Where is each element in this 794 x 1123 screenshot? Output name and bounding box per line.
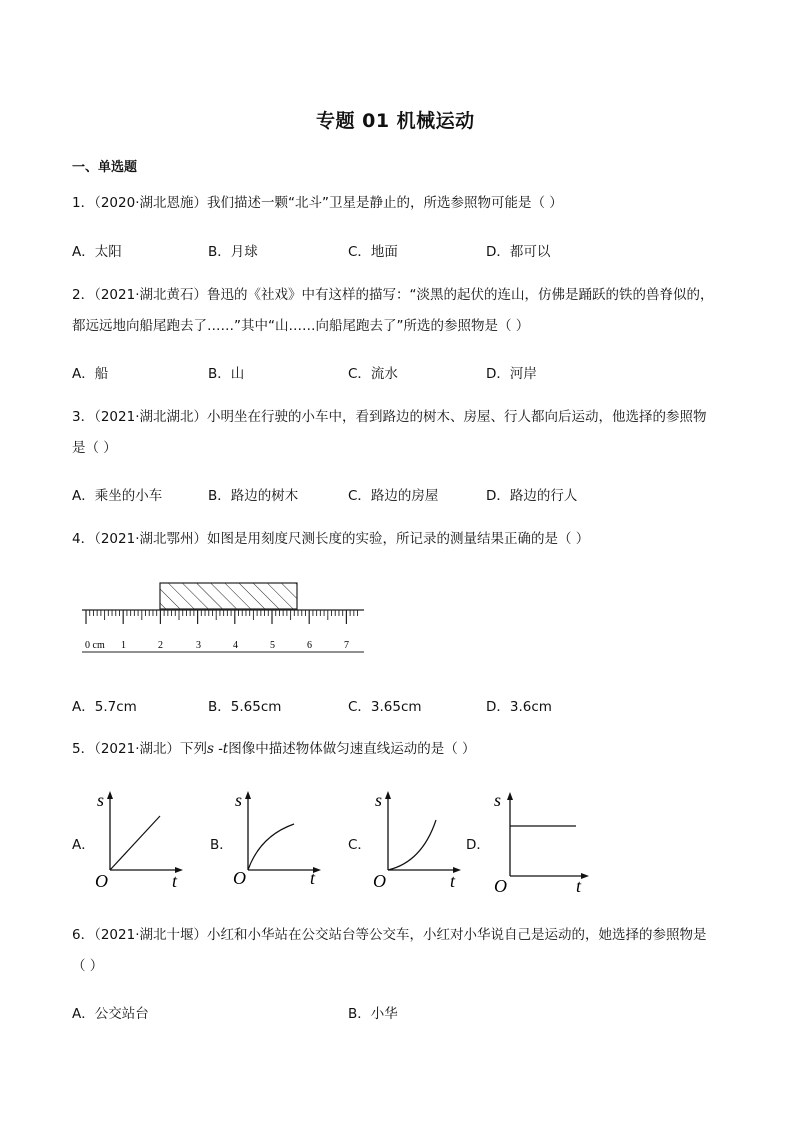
graph-d-x-label: t: [576, 876, 582, 896]
question-3-text-line1: 小明坐在行驶的小车中，看到路边的树木、房屋、行人都向后运动，他选择的参照物: [207, 409, 707, 425]
question-3-text-line2: 是（ ）: [72, 440, 117, 456]
ruler-label-3: 3: [196, 640, 201, 651]
question-5: [72, 738, 476, 760]
ruler-label-7: 7: [344, 640, 349, 651]
question-5-text-a: 下列: [180, 741, 207, 757]
question-4: [72, 528, 589, 550]
q2-option-b: B．山: [208, 366, 245, 382]
q2-option-d: D．河岸: [486, 366, 537, 382]
q5-graph-letter-d: D．: [466, 837, 490, 853]
graph-b-origin: O: [233, 868, 246, 888]
q6-option-a: A．公交站台: [72, 1006, 149, 1022]
q4-option-c: C．3.65cm: [348, 699, 422, 715]
graph-d-origin: O: [494, 876, 507, 896]
question-2-prefix: 2．（2021·湖北黄石）: [72, 287, 207, 303]
question-4-prefix: 4．（2021·湖北鄂州）: [72, 531, 207, 547]
question-6-prefix: 6．（2021·湖北十堰）: [72, 927, 207, 943]
question-5-variable: s -t: [207, 741, 229, 757]
q3-option-b: B．路边的树木: [208, 488, 299, 504]
question-1-prefix: 1．（2020·湖北恩施）: [72, 195, 207, 211]
ruler-label-5: 5: [270, 640, 275, 651]
q2-option-a: A．船: [72, 366, 109, 382]
graph-a-x-label: t: [172, 871, 178, 891]
question-2-text-line1: 鲁迅的《社戏》中有这样的描写：“淡黑的起伏的连山，仿佛是踊跃的铁的兽脊似的，: [207, 287, 714, 303]
ruler-label-6: 6: [307, 640, 312, 651]
ruler-label-2: 2: [158, 640, 163, 651]
q5-graph-letter-b: B．: [210, 837, 233, 853]
question-1: [72, 192, 563, 214]
question-3: [72, 406, 707, 428]
q1-option-c: C．地面: [348, 244, 398, 260]
q4-option-d: D．3.6cm: [486, 699, 552, 715]
hatched-block: [160, 583, 297, 609]
question-6-text-line1: 小红和小华站在公交站台等公交车，小红对小华说自己是运动的，她选择的参照物是: [207, 927, 707, 943]
q4-option-a: A．5.7cm: [72, 699, 137, 715]
q5-graph-letter-a: A．: [72, 837, 95, 853]
q4-option-b: B．5.65cm: [208, 699, 282, 715]
graph-b-curve: [248, 824, 294, 870]
graph-b-x-label: t: [310, 868, 316, 888]
q1-option-d: D．都可以: [486, 244, 551, 260]
q1-option-a: A．太阳: [72, 244, 122, 260]
section-heading: 一、单选题: [72, 160, 138, 175]
graph-a-y-label: s: [97, 790, 105, 810]
graph-a-line: [110, 816, 160, 870]
graph-a: [92, 786, 188, 892]
ruler-labels: [85, 640, 349, 651]
ruler-figure: [78, 578, 368, 654]
question-2-text-line2: 都远远地向船尾跑去了……”其中“山……向船尾跑去了”所选的参照物是（ ）: [72, 318, 530, 334]
graph-c-x-label: t: [450, 871, 456, 891]
question-6: [72, 924, 707, 946]
ruler-label-0: 0 cm: [85, 640, 105, 651]
ruler-label-4: 4: [233, 640, 238, 651]
graph-c-y-label: s: [375, 790, 383, 810]
q5-graph-letter-c: C．: [348, 837, 371, 853]
ruler-label-1: 1: [121, 640, 126, 651]
page-title: 专题 01 机械运动: [316, 110, 475, 132]
q3-option-a: A．乘坐的小车: [72, 488, 163, 504]
graph-b: [230, 786, 326, 892]
q3-option-d: D．路边的行人: [486, 488, 578, 504]
graph-c-curve: [388, 820, 436, 870]
question-5-prefix: 5．（2021·湖北）: [72, 741, 180, 757]
q6-option-b: B．小华: [348, 1006, 398, 1022]
question-5-text-b: 图像中描述物体做匀速直线运动的是（ ）: [228, 741, 476, 757]
q3-option-c: C．路边的房屋: [348, 488, 439, 504]
question-3-prefix: 3．（2021·湖北湖北）: [72, 409, 207, 425]
graph-a-origin: O: [95, 871, 108, 891]
question-6-text-line2: （ ）: [72, 958, 104, 974]
q1-option-b: B．月球: [208, 244, 258, 260]
graph-c-origin: O: [373, 871, 386, 891]
q2-option-c: C．流水: [348, 366, 398, 382]
question-2: [72, 284, 714, 306]
question-1-text: 我们描述一颗“北斗”卫星是静止的，所选参照物可能是（ ）: [207, 195, 563, 211]
question-4-text: 如图是用刻度尺测长度的实验，所记录的测量结果正确的是（ ）: [207, 531, 590, 547]
graph-d: [490, 786, 596, 896]
graph-d-y-label: s: [494, 790, 502, 810]
graph-c: [370, 786, 466, 892]
graph-b-y-label: s: [235, 790, 243, 810]
